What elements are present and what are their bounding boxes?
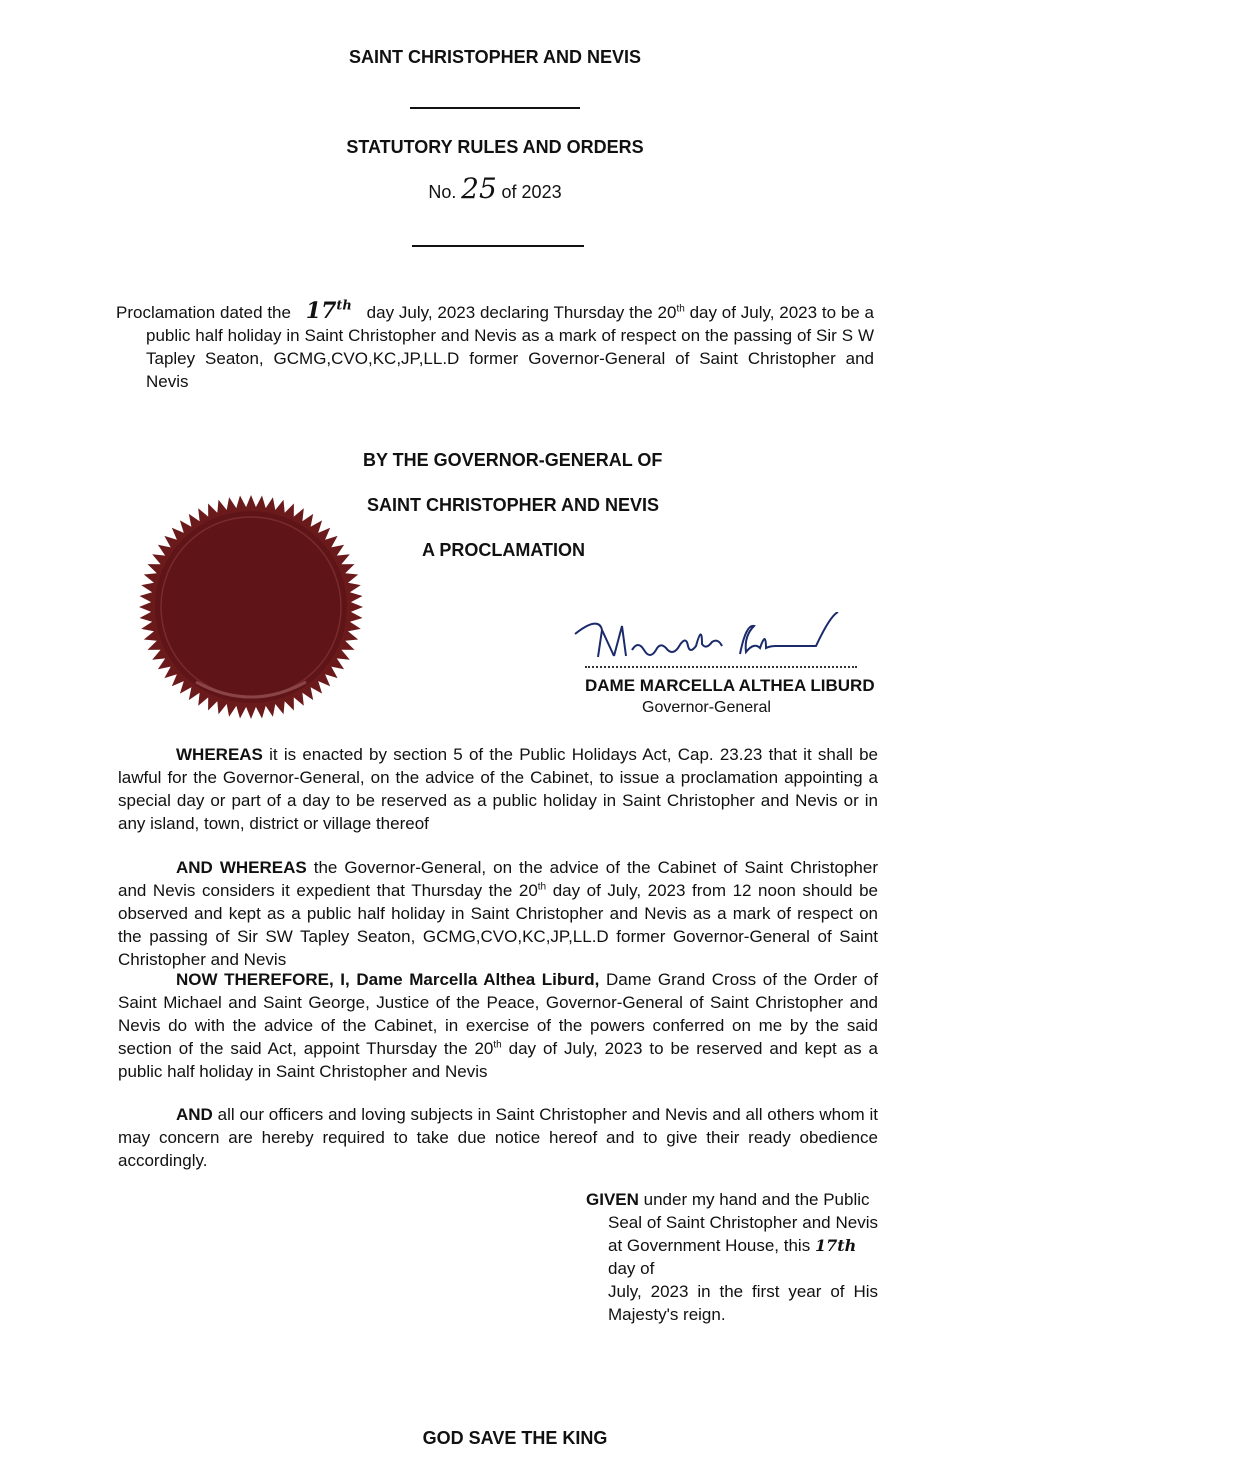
signature-icon: [570, 612, 870, 672]
and-officers-paragraph: [118, 1103, 878, 1172]
number-suffix: of 2023: [501, 182, 562, 202]
now-therefore-sup: th: [493, 1039, 502, 1051]
and-whereas-paragraph: [118, 856, 878, 971]
summary-sup: th: [676, 303, 685, 315]
given-block: [586, 1188, 878, 1326]
now-therefore-lead: NOW THEREFORE, I, Dame Marcella Althea Liburd,: [176, 970, 600, 989]
and-whereas-text-b: day of July, 2023 from 12 noon should be observed and kept as a public half holiday in Saint Christopher and Nevis as a mark of respect on the passing of Sir SW Tapley Seaton, GCMG,CVO,KC,JP,LL.D former Governor-General of Saint Christopher and Nevis: [118, 881, 878, 969]
given-line3a: at Government House, this: [608, 1236, 811, 1255]
handwritten-day: 17th: [305, 298, 352, 324]
summary-part1: Proclamation dated the: [116, 303, 291, 322]
header-divider-top: [410, 107, 580, 109]
header-divider-bottom: [412, 245, 584, 247]
now-therefore-text-a: Dame Grand Cross of the Order of Saint Michael and Saint George, Justice of the Peace, Governor-General of Saint Christopher and Nevis do with the advice of the Cabinet, in exercise of the powers conferred on me by the said section of the said Act, appoint Thursday the 20: [118, 970, 878, 1058]
given-line1-text: under my hand and the Public: [643, 1190, 870, 1209]
given-handwritten-day: 17th: [814, 1236, 857, 1255]
given-line-5: Majesty's reign.: [608, 1305, 726, 1324]
and-whereas-lead: AND WHEREAS: [176, 858, 307, 877]
and-whereas-sup: th: [537, 881, 547, 893]
given-line3b: day of: [608, 1259, 655, 1278]
public-seal-icon: [136, 492, 366, 722]
proclamation-summary: [116, 300, 874, 393]
and-whereas-text-a: the Governor-General, on the advice of the Cabinet of Saint Christopher and Nevis considers it expedient that Thursday the 20: [118, 858, 878, 900]
whereas-text: it is enacted by section 5 of the Public Holidays Act, Cap. 23.23 that it shall be lawful for the Governor-General, on the advice of the Cabinet, to issue a proclamation appointing a special day or part of a day to be reserved as a public holiday in Saint Christopher and Nevis or in any island, town, district or village thereof: [118, 745, 878, 833]
given-line-4: July, 2023 in the first year of His: [608, 1282, 878, 1301]
signatory-title: Governor-General: [642, 699, 771, 716]
given-lead: GIVEN: [586, 1190, 639, 1209]
and-officers-text: all our officers and loving subjects in Saint Christopher and Nevis and all others whom it may concern are hereby required to take due notice hereof and to give their ready obedience accordingly.: [118, 1105, 878, 1170]
series-heading: STATUTORY RULES AND ORDERS: [346, 137, 644, 157]
country-heading: SAINT CHRISTOPHER AND NEVIS: [348, 47, 642, 67]
given-line-2: Seal of Saint Christopher and Nevis: [608, 1213, 878, 1232]
given-line-1: [586, 1188, 878, 1211]
heading-by-governor: BY THE GOVERNOR-GENERAL OF: [363, 450, 663, 470]
closing-god-save-the-king: GOD SAVE THE KING: [422, 1428, 608, 1448]
and-officers-lead: AND: [176, 1105, 213, 1124]
whereas-paragraph: [118, 743, 878, 835]
signature-dotted-line: [585, 666, 857, 668]
number-prefix: No.: [428, 182, 457, 202]
signatory-name: DAME MARCELLA ALTHEA LIBURD: [585, 676, 875, 695]
handwritten-number: 25: [461, 172, 497, 205]
summary-part3: day of July, 2023 to be a public half holiday in Saint Christopher and Nevis as a mark of respect on the passing of Sir S W Tapley Seaton, GCMG,CVO,KC,JP,LL.D former Governor-General of Saint Christopher and Nevis: [146, 303, 874, 391]
heading-proclamation: A PROCLAMATION: [422, 540, 585, 560]
summary-part2: day July, 2023 declaring Thursday the 20: [366, 303, 677, 322]
now-therefore-paragraph: [118, 968, 878, 1083]
whereas-lead: WHEREAS: [176, 745, 263, 764]
now-therefore-text-b: day of July, 2023 to be reserved and kept as a public half holiday in Saint Christopher and Nevis: [118, 1039, 878, 1081]
heading-country: SAINT CHRISTOPHER AND NEVIS: [367, 495, 660, 515]
given-line-3: [586, 1234, 878, 1280]
order-number: [340, 172, 650, 205]
